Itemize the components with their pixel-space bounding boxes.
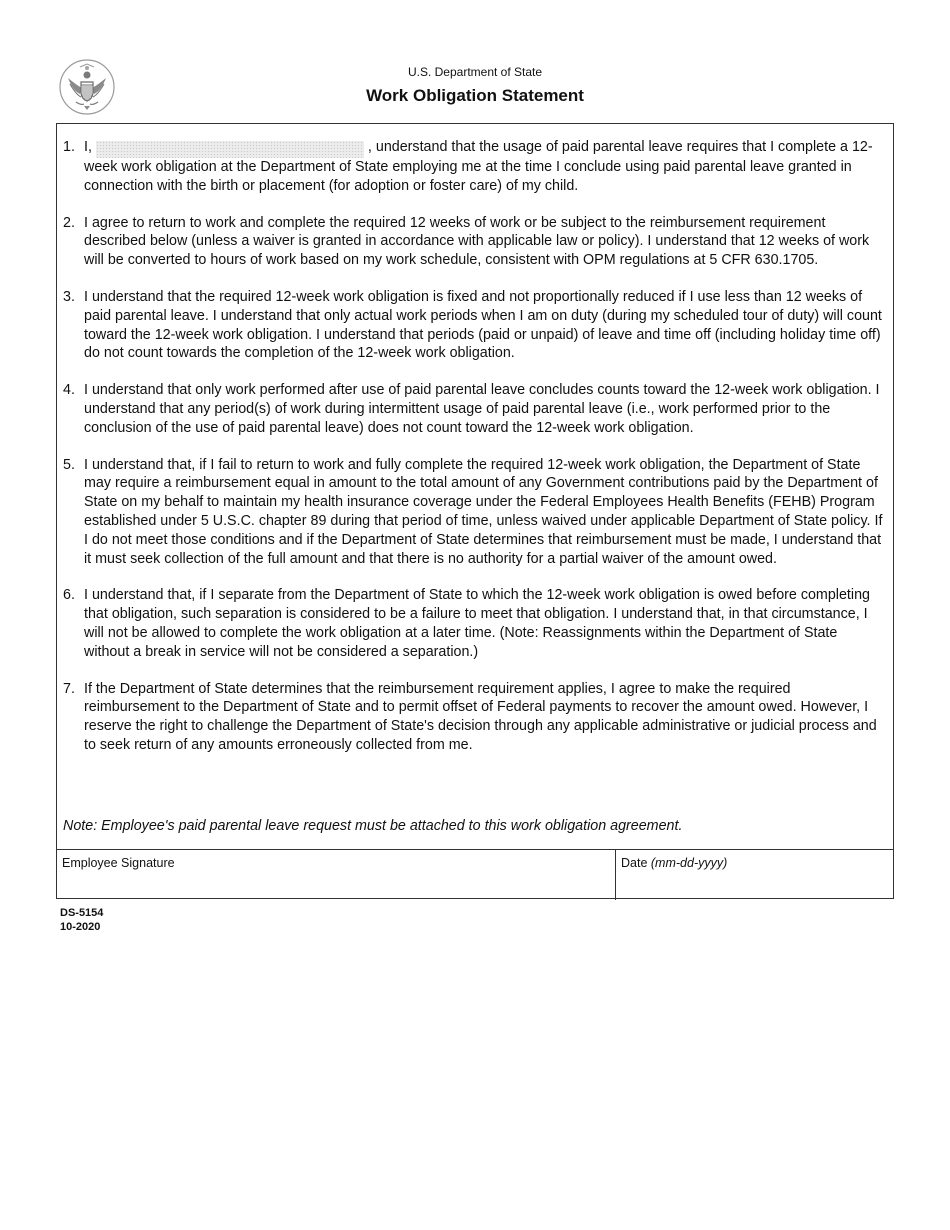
statement-item-1 xyxy=(57,138,893,196)
item-number: 2. xyxy=(63,214,75,231)
form-revision: 10-2020 xyxy=(60,921,101,933)
form-identifier xyxy=(60,906,103,934)
statement-box xyxy=(56,123,894,899)
item-number: 1. xyxy=(63,139,75,155)
signature-cell[interactable] xyxy=(57,850,616,900)
statement-item-5 xyxy=(57,456,893,569)
item-number: 4. xyxy=(63,382,75,399)
attachment-note: Note: Employee's paid parental leave request must be attached to this work obligation agreement. xyxy=(63,818,683,834)
item-text: , understand that the usage of paid parental leave requires that I complete a 12-week work obligation at the Department of State employing me at the time I conclude using paid parental leave granted in connection with the birth or placement (for adoption or foster care) of my child. xyxy=(84,139,873,194)
statement-list xyxy=(57,138,893,773)
item-text: I understand that the required 12-week work obligation is fixed and not proportionally reduced if I use less than 12 weeks of paid parental leave. I understand that only actual work periods when I am on duty (during my scheduled tour of duty) will count toward the 12-week work obligation. I understand that periods (paid or unpaid) of leave and time off (including holiday time off) do not count towards the completion of the 12-week work obligation. xyxy=(84,288,882,362)
statement-item-7 xyxy=(57,680,893,755)
item-text: I understand that, if I fail to return to work and fully complete the required 12-week work obligation, the Department of State may require a reimbursement equal in amount to the total amount of any Government contributions paid by the Department of State on my behalf to maintain my health insurance coverage under the Federal Employees Health Benefits (FEHB) Program established under 5 U.S.C. chapter 89 during that period of time, unless waived under applicable Department of State policy. If I do not meet those conditions and if the Department of State determines that reimbursement must be made, I understand that it must seek collection of the full amount and that there is no authority for a partial waiver of the amount owed. xyxy=(84,456,883,567)
department-name: U.S. Department of State xyxy=(407,65,543,79)
signature-field[interactable] xyxy=(57,872,615,899)
signature-row xyxy=(57,849,893,900)
item-text: I agree to return to work and complete the required 12 weeks of work or be subject to the reimbursement requirement described below (unless a waiver is granted in accordance with applicable law or policy). I understand that 12 weeks of work will be converted to hours of work based on my work schedule, consistent with OPM regulations at 5 CFR 630.1705. xyxy=(84,214,870,269)
employee-name-field[interactable] xyxy=(96,141,364,158)
date-format-hint: (mm-dd-yyyy) xyxy=(650,856,728,870)
signature-label: Employee Signature xyxy=(62,856,175,870)
item-prefix: I, xyxy=(84,139,92,155)
date-cell[interactable] xyxy=(616,850,893,900)
date-label xyxy=(621,855,727,871)
item-text: I understand that, if I separate from the Department of State to which the 12-week work obligation is owed before completing that obligation, such separation is considered to be a failure to meet that obligation. I understand that, in that circumstance, I will not be allowed to complete the work obligation at a later time. (Note: Reassignments within the Department of State without a break in service will not be considered a separation.) xyxy=(84,587,870,660)
item-number: 3. xyxy=(63,288,75,305)
form-number: DS-5154 xyxy=(60,907,104,919)
item-number: 5. xyxy=(63,456,75,473)
statement-item-4 xyxy=(57,381,893,437)
date-label-text: Date xyxy=(621,856,648,870)
statement-item-2 xyxy=(57,214,893,270)
page-header xyxy=(0,64,950,107)
item-text: I understand that only work performed after use of paid parental leave concludes counts toward the 12-week work obligation. I understand that any period(s) of work during intermittent usage of paid parental leave (i.e., work performed prior to the conclusion of the use of paid parental leave) does not count toward the 12-week work obligation. xyxy=(84,382,880,436)
item-number: 7. xyxy=(63,680,75,697)
statement-item-3 xyxy=(57,288,893,363)
statement-item-6 xyxy=(57,586,893,661)
item-number: 6. xyxy=(63,587,75,604)
page-title: Work Obligation Statement xyxy=(366,86,584,105)
date-field[interactable] xyxy=(616,872,893,899)
item-text: If the Department of State determines that the reimbursement requirement applies, I agree to make the required reimbursement to the Department of State and to permit offset of Federal payments to recover the amount owed. However, I reserve the right to challenge the Department of State's decision through any applicable administrative or judicial process and to seek return of any amounts erroneously collected from me. xyxy=(84,680,877,753)
